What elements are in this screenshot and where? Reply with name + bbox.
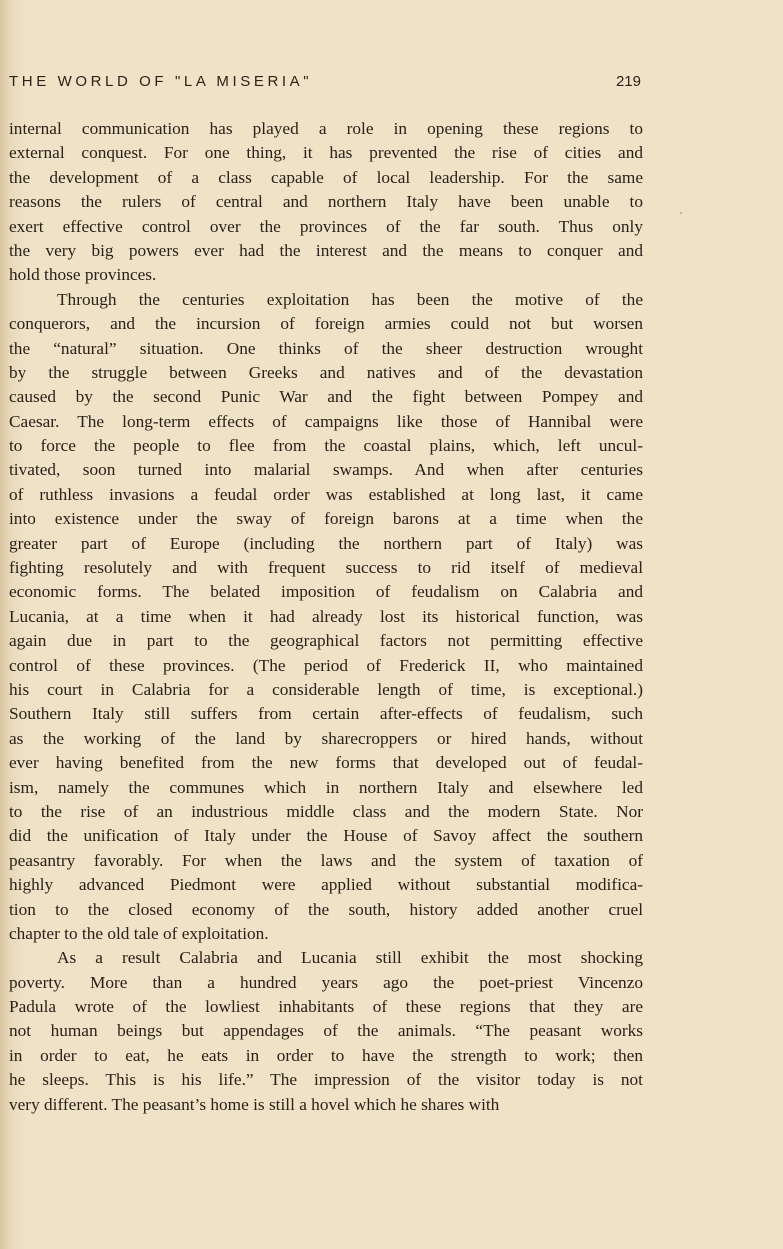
text-line: tivated, soon turned into malarial swamps. And when after centuries: [9, 460, 643, 480]
text-line: highly advanced Piedmont were applied without substantial modifica-: [9, 875, 643, 895]
text-line: by the struggle between Greeks and natives and of the devastation: [9, 362, 643, 382]
text-line: of ruthless invasions a feudal order was established at long last, it came: [9, 484, 643, 504]
text-line: very different. The peasant’s home is still a hovel which he shares with: [9, 1094, 500, 1114]
text-line: greater part of Europe (including the northern part of Italy) was: [9, 533, 643, 553]
text-line: fighting resolutely and with frequent success to rid itself of medieval: [9, 558, 643, 578]
text-line: Lucania, at a time when it had already lost its historical function, was: [9, 606, 643, 626]
text-line: As a result Calabria and Lucania still exhibit the most shocking: [57, 948, 643, 968]
text-line: again due in part to the geographical factors not permitting effective: [9, 631, 643, 651]
text-line: tion to the closed economy of the south, history added another cruel: [9, 899, 643, 919]
text-line: caused by the second Punic War and the fight between Pompey and: [9, 387, 643, 407]
text-line: conquerors, and the incursion of foreign armies could not but worsen: [9, 314, 643, 334]
page-number: 219: [615, 73, 641, 90]
text-line: in order to eat, he eats in order to have the strength to work; then: [9, 1045, 643, 1065]
text-line: the very big powers ever had the interest and the means to conquer and: [9, 240, 643, 260]
text-line: his court in Calabria for a considerable length of time, is exceptional.): [9, 679, 643, 699]
text-line: to the rise of an industrious middle class and the modern State. Nor: [9, 801, 643, 821]
text-line: Caesar. The long-term effects of campaigns like those of Hannibal were: [9, 411, 643, 431]
text-line: to force the people to flee from the coastal plains, which, left uncul-: [9, 436, 643, 456]
text-line: control of these provinces. (The period of Frederick II, who maintained: [9, 655, 643, 675]
text-line: poverty. More than a hundred years ago the poet-priest Vincenzo: [9, 972, 643, 992]
text-line: as the working of the land by sharecroppers or hired hands, without: [9, 728, 643, 748]
text-line: chapter to the old tale of exploitation.: [9, 923, 269, 943]
paper-speck: [680, 212, 682, 214]
body-text: [9, 117, 643, 1117]
text-line: reasons the rulers of central and northern Italy have been unable to: [9, 192, 643, 212]
running-head: [9, 73, 641, 97]
text-line: not human beings but appendages of the animals. “The peasant works: [9, 1021, 643, 1041]
text-line: hold those provinces.: [9, 265, 157, 285]
text-line: peasantry favorably. For when the laws and the system of taxation of: [9, 850, 643, 870]
paragraph: [9, 288, 643, 947]
paragraph: [9, 946, 643, 1117]
text-line: he sleeps. This is his life.” The impression of the visitor today is not: [9, 1070, 643, 1090]
text-line: ever having benefited from the new forms that developed out of feudal-: [9, 753, 643, 773]
text-line: did the unification of Italy under the House of Savoy affect the southern: [9, 826, 643, 846]
text-line: ism, namely the communes which in northern Italy and elsewhere led: [9, 777, 643, 797]
running-title: THE WORLD OF "LA MISERIA": [9, 73, 313, 90]
text-line: the “natural” situation. One thinks of the sheer destruction wrought: [9, 338, 643, 358]
text-line: external conquest. For one thing, it has prevented the rise of cities and: [9, 143, 643, 163]
text-line: Through the centuries exploitation has been the motive of the: [57, 289, 643, 309]
text-line: the development of a class capable of local leadership. For the same: [9, 167, 643, 187]
text-line: internal communication has played a role in opening these regions to: [9, 119, 643, 138]
paragraph: [9, 117, 643, 288]
text-line: Southern Italy still suffers from certain after-effects of feudalism, such: [9, 704, 643, 724]
text-line: into existence under the sway of foreign barons at a time when the: [9, 509, 643, 529]
text-line: Padula wrote of the lowliest inhabitants of these regions that they are: [9, 997, 643, 1017]
text-line: exert effective control over the provinces of the far south. Thus only: [9, 216, 643, 236]
text-line: economic forms. The belated imposition of feudalism on Calabria and: [9, 582, 643, 602]
